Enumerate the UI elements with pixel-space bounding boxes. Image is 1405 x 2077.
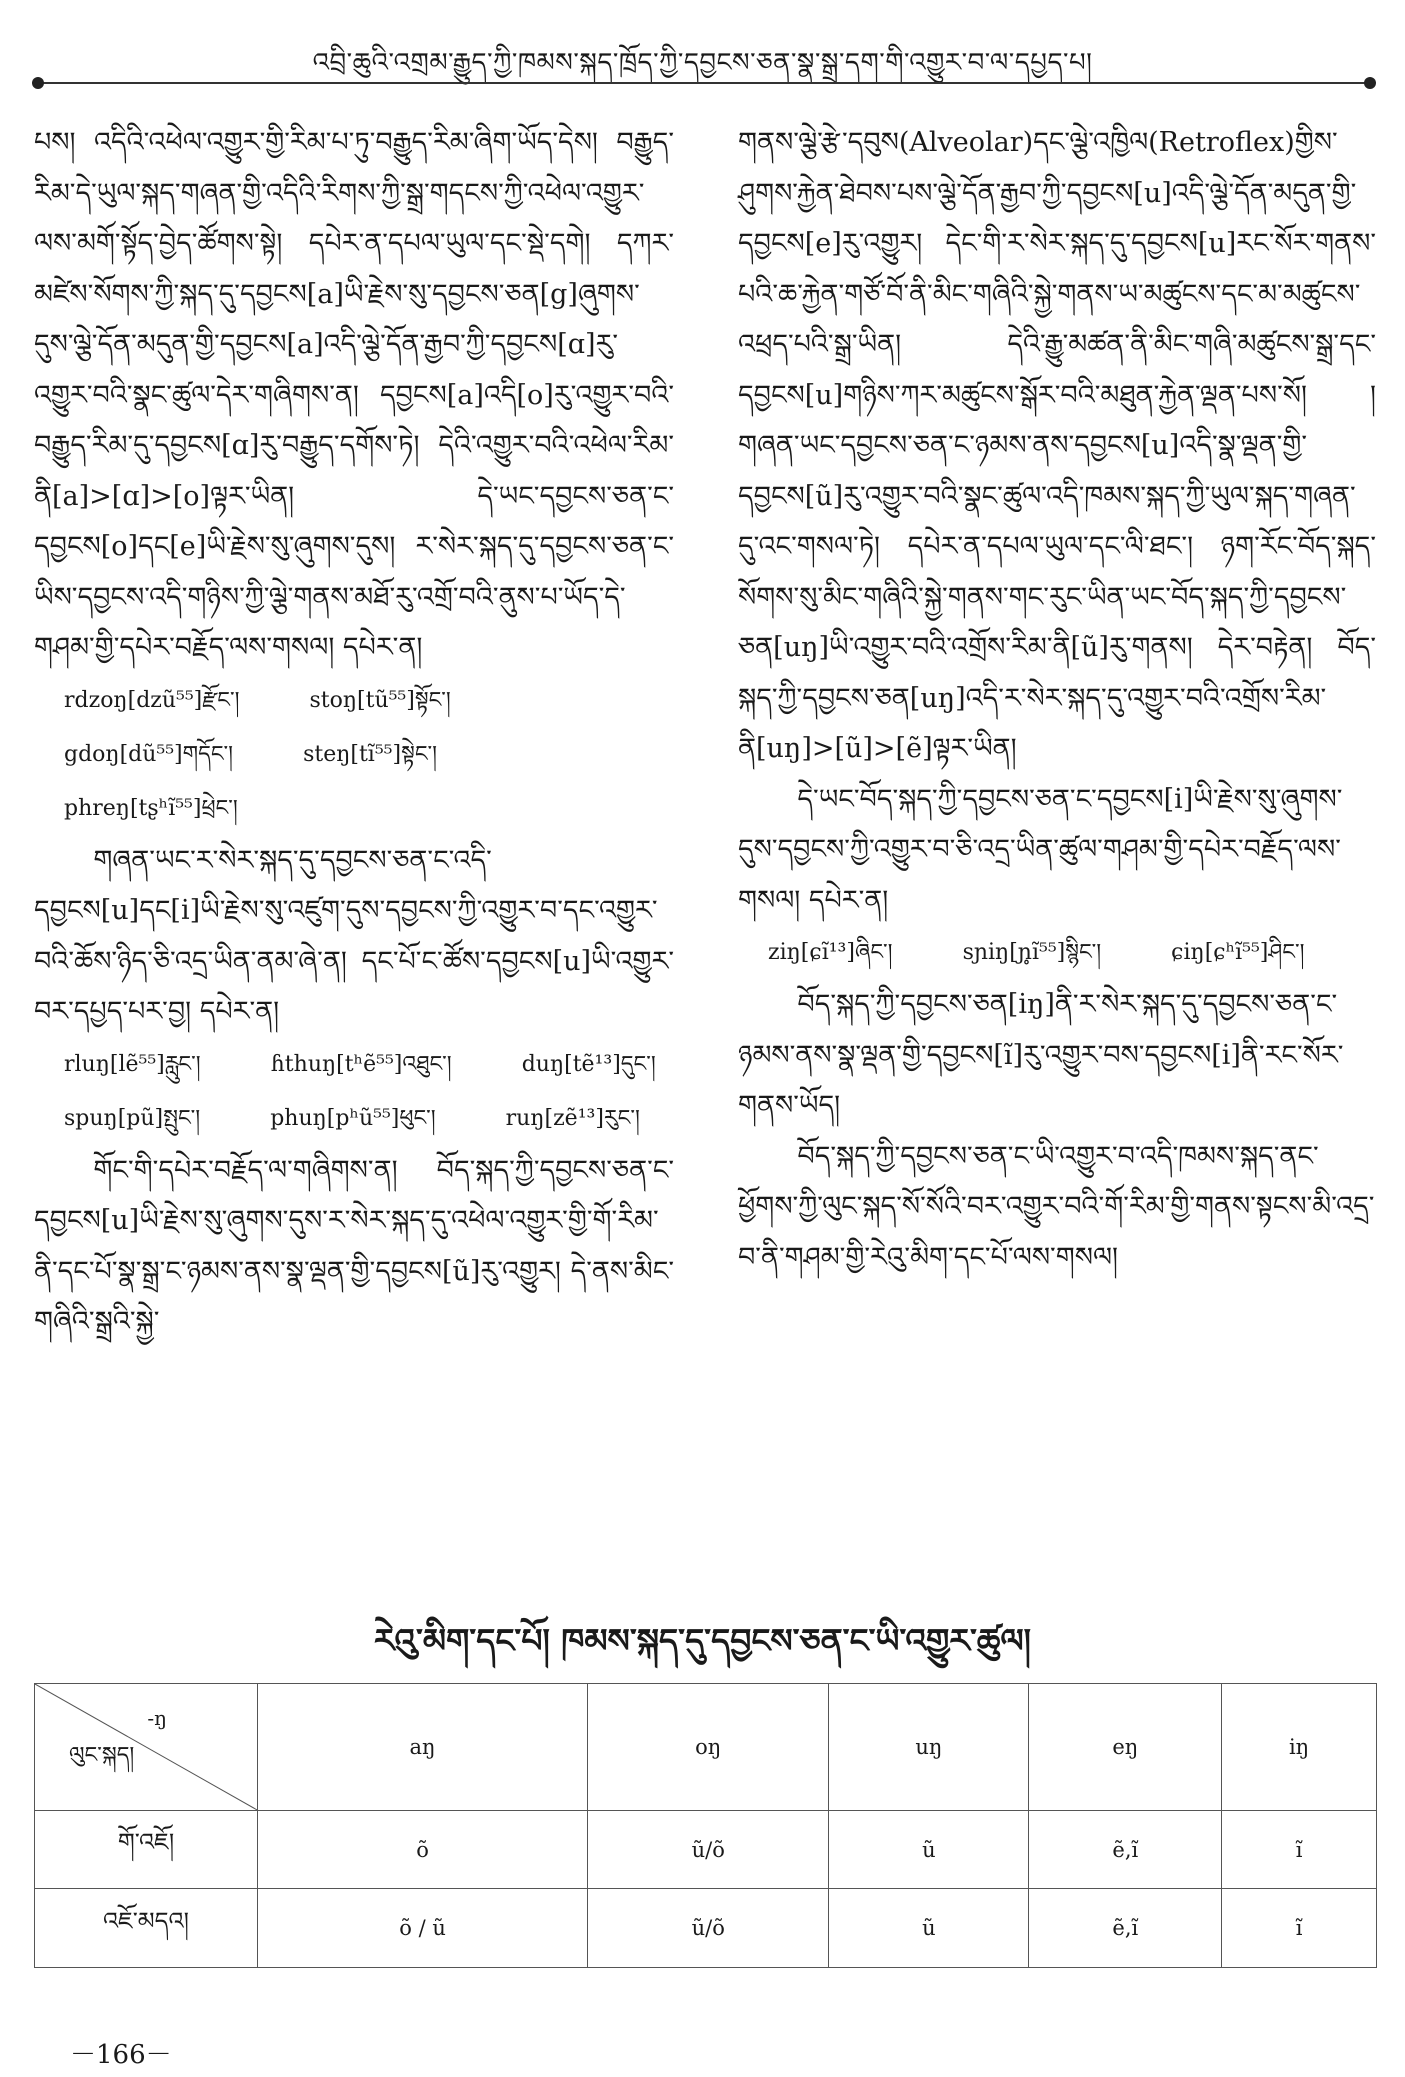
table-cell: õ: [258, 1810, 588, 1889]
corner-bottom-label: ལུང་སྐད།: [69, 1742, 135, 1768]
example-list-1: [34, 674, 674, 836]
table-cell: ẽ,ĩ: [1029, 1889, 1222, 1968]
page-number: －166－: [70, 2040, 172, 2070]
table-header-cell: iŋ: [1222, 1684, 1377, 1811]
table-cell: ũ/õ: [588, 1889, 829, 1968]
table-header-cell: aŋ: [258, 1684, 588, 1811]
table-row: [35, 1810, 1377, 1889]
example-item: phuŋ[pʰũ⁵⁵]ཕུང་།: [270, 1105, 436, 1131]
rule-dot-left: [32, 77, 44, 89]
example-item: spuŋ[pũ]སྤུང་།: [64, 1105, 201, 1131]
example-item: duŋ[tẽ¹³]དུང་།: [521, 1051, 656, 1077]
left-column: [34, 118, 674, 1348]
example-item: rluŋ[lẽ⁵⁵]རླུང་།: [64, 1051, 201, 1077]
left-paragraph-2: གཞན་ཡང་ར་སེར་སྐད་དུ་དབྱངས་ཅན་ང་འདི་དབྱངས[u]དང[i]ཡི་རྗེས་སུ་འཛུག་དུས་དབྱངས་ཀྱི་འགྱུར་བ་དང་འགྱུར་བའི་ཆོས་ཉིད་ཅི་འདྲ་ཡིན་ནམ་ཞེ་ན། དང་པོ་ང་ཚོས་དབྱངས[u]ཡི་འགྱུར་བར་དཔྱད་པར་བྱ། དཔེར་ན།: [34, 844, 674, 1027]
table-row: [35, 1889, 1377, 1968]
example-item: ruŋ[zẽ¹³]རུང་།: [505, 1105, 640, 1131]
right-column: [738, 118, 1376, 1283]
example-item: phreŋ[tʂʰĩ⁵⁵]ཕྲེང་།: [64, 795, 238, 821]
running-head: འབྲི་ཆུའི་འགྲམ་རྒྱུད་ཀྱི་ཁམས་སྐད་ཁྲོད་ཀྱི་དབྱངས་ཅན་སྣ་སྒྲ་དག་གི་འགྱུར་བ་ལ་དཔྱད་པ།: [312, 48, 1093, 78]
table-header-cell: eŋ: [1029, 1684, 1222, 1811]
example-item: ɕiŋ[ɕʰĩ⁵⁵]ཤིང་།: [1171, 940, 1305, 965]
table-cell: õ / ũ: [258, 1889, 588, 1968]
example-list-3: [738, 926, 1376, 980]
left-paragraph-3: གོང་གི་དཔེར་བརྗོད་ལ་གཞིགས་ན། བོད་སྐད་ཀྱི་དབྱངས་ཅན་ང་དབྱངས[u]ཡི་རྗེས་སུ་ཞུགས་དུས་ར་སེར་སྐད་དུ་འཕེལ་འགྱུར་གྱི་གོ་རིམ་ནི་དང་པོ་སྣ་སྒྲ་ང་ཉམས་ནས་སྣ་ལྡན་གྱི་དབྱངས[ũ]རུ་འགྱུར། དེ་ནས་མིང་གཞིའི་སྒྲའི་སྐྱེ་: [34, 1154, 674, 1337]
table-header-cell: uŋ: [829, 1684, 1029, 1811]
table-cell: ĩ: [1222, 1810, 1377, 1889]
table-title: རེའུ་མིག་དང་པོ། ཁམས་སྐད་དུ་དབྱངས་ཅན་ང་ཡི་འགྱུར་ཚུལ།: [373, 1621, 1032, 1660]
table-header-row: [35, 1684, 1377, 1811]
table-cell: ũ: [829, 1810, 1029, 1889]
rule-dot-right: [1364, 77, 1376, 89]
table-row-label: འཇོ་མདའ།: [35, 1889, 258, 1968]
table-cell: ũ: [829, 1889, 1029, 1968]
table-cell: ũ/õ: [588, 1810, 829, 1889]
sound-change-table: [34, 1683, 1377, 1968]
corner-top-label: -ŋ: [147, 1706, 167, 1730]
right-paragraph-4: བོད་སྐད་ཀྱི་དབྱངས་ཅན་ང་ཡི་འགྱུར་བ་འདི་ཁམས་སྐད་ནང་ཕྱོགས་ཀྱི་ལུང་སྐད་སོ་སོའི་བར་འགྱུར་བའི་གོ་རིམ་གྱི་གནས་སྟངས་མི་འདྲ་བ་ནི་གཤམ་གྱི་རེའུ་མིག་དང་པོ་ལས་གསལ།: [738, 1140, 1375, 1273]
example-item: rdzoŋ[dzũ⁵⁵]རྫོང་།: [64, 687, 240, 713]
table-row-label: གོ་འཇོ།: [35, 1810, 258, 1889]
example-item: ɦthuŋ[tʰẽ⁵⁵]འཐུང་།: [270, 1051, 452, 1077]
example-item: gdoŋ[dũ⁵⁵]གདོང་།: [64, 741, 234, 767]
right-paragraph-3: བོད་སྐད་ཀྱི་དབྱངས་ཅན[iŋ]ནི་ར་སེར་སྐད་དུ་དབྱངས་ཅན་ང་ཉམས་ནས་སྣ་ལྡན་གྱི་དབྱངས[ĩ]རུ་འགྱུར་བས་དབྱངས[i]ནི་རང་སོར་གནས་ཡོད།: [738, 989, 1344, 1121]
header-rule: [38, 82, 1370, 84]
table-header-cell: oŋ: [588, 1684, 829, 1811]
example-item: ziŋ[ɕĩ¹³]ཞིང་།: [768, 940, 893, 965]
example-item: sɲiŋ[ɲ̥ĩ⁵⁵]སྙིང་།: [962, 940, 1102, 965]
table-corner-cell: [35, 1684, 258, 1811]
example-item: stoŋ[tũ⁵⁵]སྟོང་།: [309, 687, 451, 713]
example-list-2: [34, 1038, 674, 1146]
right-paragraph-1: གནས་ལྕེ་རྩེ་དབུས(Alveolar)དང་ལྕེ་འཁྱིལ(Retroflex)གྱིས་ཤུགས་རྐྱེན་ཐེབས་པས་ལྕེ་དོན་རྒྱབ་ཀྱི་དབྱངས[u]འདི་ལྕེ་དོན་མདུན་གྱི་དབྱངས[e]རུ་འགྱུར། དེང་གི་ར་སེར་སྐད་དུ་དབྱངས[u]རང་སོར་གནས་པའི་ཆ་རྐྱེན་གཙོ་བོ་ནི་མིང་གཞིའི་སྐྱེ་གནས་ཡ་མཚུངས་དང་མ་མཚུངས་འཕྲད་པའི་སྒྲ་ཡིན། དེའི་རྒྱུ་མཚན་ནི་མིང་གཞི་མཚུངས་སྒྲ་དང་དབྱངས[u]གཉིས་ཀར་མཚུངས་སྒོར་བའི་མཐུན་རྐྱེན་ལྡན་པས་སོ། །གཞན་ཡང་དབྱངས་ཅན་ང་ཉམས་ནས་དབྱངས[u]འདི་སྣ་ལྡན་གྱི་དབྱངས[ũ]རུ་འགྱུར་བའི་སྣང་ཚུལ་འདི་ཁམས་སྐད་ཀྱི་ཡུལ་སྐད་གཞན་དུ་འང་གསལ་ཏེ། དཔེར་ན་དཔལ་ཡུལ་དང་ལི་ཐང་། ཉག་རོང་བོད་སྐད་སོགས་སུ་མིང་གཞིའི་སྐྱེ་གནས་གང་རུང་ཡིན་ཡང་བོད་སྐད་ཀྱི་དབྱངས་ཅན[uŋ]ཡི་འགྱུར་བའི་འགྲོས་རིམ་ནི[ũ]རུ་གནས། དེར་བརྟེན། བོད་སྐད་ཀྱི་དབྱངས་ཅན[uŋ]འདི་ར་སེར་སྐད་དུ་འགྱུར་བའི་འགྲོས་རིམ་ནི[uŋ]>[ũ]>[ẽ]ལྟར་ཡིན།: [738, 127, 1376, 764]
table-cell: ẽ,ĩ: [1029, 1810, 1222, 1889]
right-paragraph-2: དེ་ཡང་བོད་སྐད་ཀྱི་དབྱངས་ཅན་ང་དབྱངས[i]ཡི་རྗེས་སུ་ཞུགས་དུས་དབྱངས་ཀྱི་འགྱུར་བ་ཅི་འདྲ་ཡིན་ཚུལ་གཤམ་གྱི་དཔེར་བརྗོད་ལས་གསལ། དཔེར་ན།: [738, 783, 1343, 916]
left-paragraph-1: པས། འདིའི་འཕེལ་འགྱུར་གྱི་རིམ་པ་ཏུ་བརྒྱུད་རིམ་ཞིག་ཡོད་དེས། བརྒྱུད་རིམ་དེ་ཡུལ་སྐད་གཞན་གྱི་འདིའི་རིགས་ཀྱི་སྒྲ་གདངས་ཀྱི་འཕེལ་འགྱུར་ལས་མགོ་སྟོད་བྱེད་ཚོགས་སྟེ། དཔེར་ན་དཔལ་ཡུལ་དང་སྡེ་དགེ། དཀར་མཛེས་སོགས་ཀྱི་སྐད་དུ་དབྱངས[a]ཡི་རྗེས་སུ་དབྱངས་ཅན[g]ཞུགས་དུས་ལྕེ་དོན་མདུན་གྱི་དབྱངས[a]འདི་ལྕེ་དོན་རྒྱབ་ཀྱི་དབྱངས[ɑ]རུ་འགྱུར་བའི་སྣང་ཚུལ་དེར་གཞིགས་ན། དབྱངས[a]འདི[o]རུ་འགྱུར་བའི་བརྒྱུད་རིམ་དུ་དབྱངས[ɑ]རུ་བརྒྱུད་དགོས་ཏེ། དེའི་འགྱུར་བའི་འཕེལ་རིམ་ནི[a]>[ɑ]>[o]ལྟར་ཡིན། དེ་ཡང་དབྱངས་ཅན་ང་དབྱངས[o]དང[e]ཡི་རྗེས་སུ་ཞུགས་དུས། ར་སེར་སྐད་དུ་དབྱངས་ཅན་ང་ཡིས་དབྱངས་འདི་གཉིས་ཀྱི་ལྕེ་གནས་མཐོ་རུ་འགྲོ་བའི་ནུས་པ་ཡོད་དེ་གཤམ་གྱི་དཔེར་བརྗོད་ལས་གསལ། དཔེར་ན།: [34, 127, 674, 663]
example-item: steŋ[tĩ⁵⁵]སྟེང་།: [303, 741, 438, 767]
table-cell: ĩ: [1222, 1889, 1377, 1968]
